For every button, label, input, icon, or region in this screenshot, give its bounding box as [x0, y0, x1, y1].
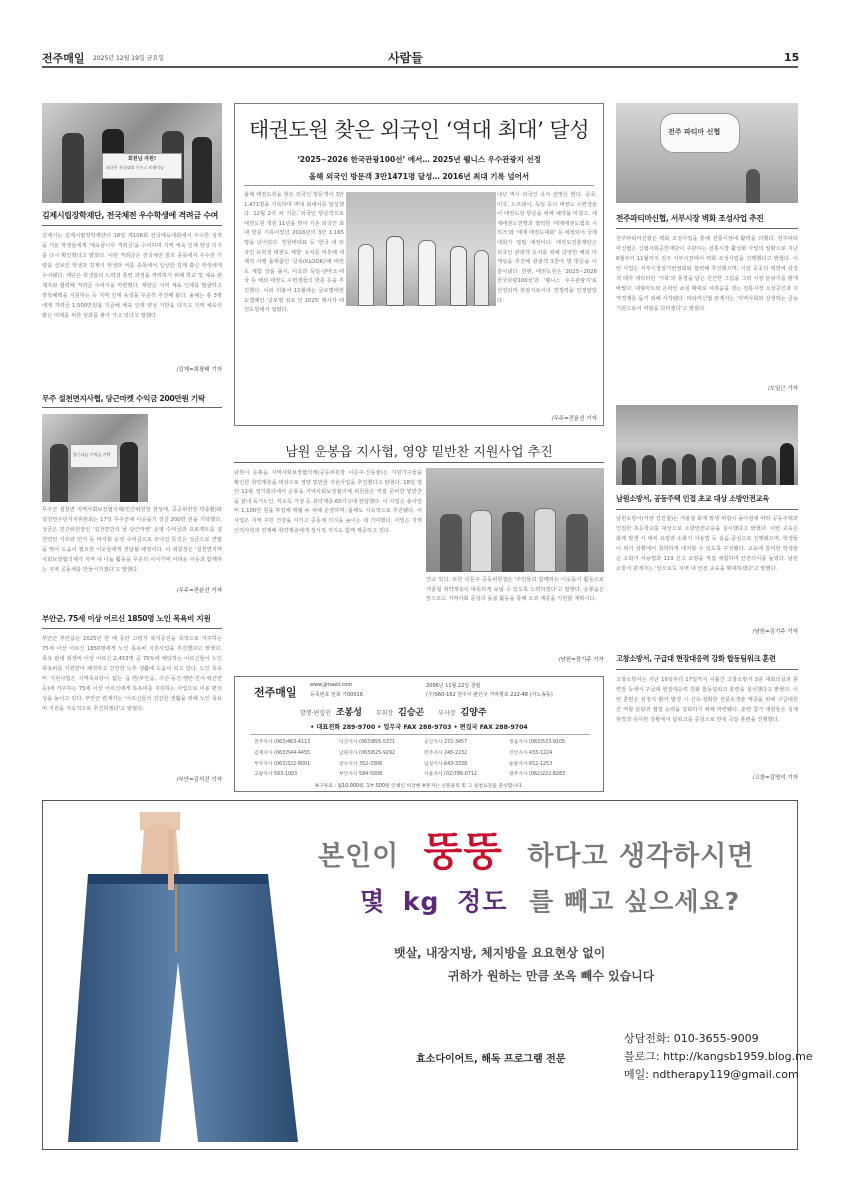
featured-photo-taekwondo — [346, 192, 496, 306]
bureau-entry: 전주지사 (063)463-4113 — [254, 740, 311, 745]
ad-line-1 — [318, 820, 754, 877]
headline-rule — [42, 628, 222, 629]
ad-phone: 상담전화: 010-3655-9009 — [624, 1032, 759, 1045]
byline-buan: /부안=김석진 기자 — [176, 777, 222, 783]
masthead-staff — [300, 705, 487, 718]
masthead-address: (우)560-162 전주시 완산구 거마평로 222-48 (서노송동) — [426, 692, 553, 698]
bureau-entry: 광주지사 (062)222-8283 — [509, 772, 566, 778]
article-body-kimje: 김제시는 김제시립장학재단이 18일 제106회 전국체육대회에서 우수한 성적을 거둔 학생들에게 '체육꿈나무 격려금'을 수여하며 지역 체육 인재 양성 의지를 다시 확인했다고 밝혔다. 이번 격려금은 전국체전 골프 종목에서 우수한 기량을 선보인 학생과 김제의 학생과 씨름 종목에서 입상한 김제 출신 학생에게 수여됐다. 재단은 학생들의 노력과 훈련 과정을 격려하기 위해 학교 및 체육 관계자와 협력해 격려금 수여식을 마련했다. 재단은 지역 체육 인재를 발굴하고 장학혜택을 지원하는 등 지역 인재 육성을 꾸준히 추진해 왔다. 올해는 총 3명에게 격려금 1,500만원을 지급해 체육 인재 양성 기반을 다지고 지역 체육의 밝은 미래를 위한 성과를 쌓아 가고 있다고 말했다. — [42, 233, 222, 319]
ad-line-2-a: 몇 — [360, 887, 386, 916]
article-photo-kimje — [42, 103, 222, 203]
headline-kimje: 김제시립장학재단, 전국체전 우수학생에 격려금 수여 — [42, 211, 219, 220]
headline-muju: 무주 설천면지사협, 당근마켓 수익금 200만원 기탁 — [42, 394, 205, 403]
headline-fatima: 전주파티마신협, 서부시장 벽화 조성사업 추진 — [616, 214, 764, 223]
mid-body-right: 연교 있다. 또한 이문주 공동위원장은 '주민들과 함께하는 이웃돕기 활동으로 겨울철 취약계층이 따뜻하게 보낼 수 있도록 노력하겠다'고 말했다. 운봉읍은 앞으로도 지역사회 중심의 돌봄 활동을 통해 소외 계층을 지원할 계획이다. — [426, 577, 604, 603]
ad-line-3: 뱃살, 내장지방, 체지방을 요요현상 없이 — [394, 946, 606, 960]
article-photo-namwon-fire — [616, 405, 798, 485]
bureau-entry: 장수지사 352-3306 — [339, 761, 383, 767]
editor-name: 김양주 — [460, 708, 487, 718]
featured-body-right: 내년 역시 외국인 유치 전망은 밝다. 중국, 미국, 노르웨이, 독일 등의 태권도 수련생들이 태권도원 방문을 위해 예약을 마쳤고, 세계태권도연맹과 협력한 '세계태권도캠프 시리즈'와 '세계 태권도대회' 등 예정되어 국제대회가 열릴 예정이다. 태권도진흥재단은 외국인 관광객 유치를 위해 다양한 해외 마케팅을 추진해 관광객 3천여 명 방문을 이끌어냈다. 한편, 태권도원은 '2025~2026 한국관광100선'과 '웰니스 우수관광지'로 선정되며 관광지로서의 경쟁력을 인정받았다. — [497, 192, 597, 304]
bureau-entry: 고창지사 563-1003 — [254, 772, 298, 778]
bureau-entry: 김제지사 (063)544-4455 — [254, 750, 311, 756]
featured-subhead-2: 올해 외국인 방문객 3만1471명 달성… 2016년 최대 기록 넘어서 — [308, 172, 530, 181]
publisher-label: 발행·편집인 — [300, 710, 331, 717]
bureau-entry: 순창지사 652-1253 — [509, 761, 553, 767]
featured-headline: 태권도원 찾은 외국인 ‘역대 최대’ 달성 — [248, 118, 590, 142]
headline-namwon-fire: 남원소방서, 공동주택 인접 초교 대상 소방안전교육 — [616, 494, 769, 503]
featured-subhead-1: ‘2025∼2026 한국관광100선’ 에서… 2025년 웰니스 우수관광지 선정 — [297, 155, 541, 164]
section-title: 사람들 — [388, 51, 423, 65]
bureau-entry: 진안지사 433-1224 — [509, 750, 553, 756]
photo-sign-text: 전주 파티마 신협 — [668, 128, 721, 136]
masthead-rule — [250, 734, 590, 735]
masthead-reg: 등록번호 전북 가00016 — [310, 692, 363, 698]
masthead-phones: • 대표전화 289-9700 • 업무국 FAX 288-9703 • 편집국 FAX 288-9704 — [310, 724, 528, 731]
headline-rule — [42, 225, 222, 226]
mid-photo-namwon — [426, 468, 604, 572]
ad-line-1-a: 본인이 — [318, 841, 400, 872]
ad-email[interactable]: 메일: ndtherapy119@gmail.com — [624, 1068, 799, 1081]
byline-kimje: /김제=최광태 기자 — [176, 367, 222, 373]
article-photo-muju — [42, 414, 148, 502]
headline-rule — [616, 228, 798, 229]
article-body-buan: 부안군 부안읍은 2025년 한 해 동안 고령자 복지증진을 목적으로 거주하는 75세 이상 어르신 1850명에게 노인 목욕비 지원사업을 추진했다고 밝혔다. 목욕 관내 위생비 이상 어르신 2,453명 중 75%에 해당하는 어르신들이 노인 목욕비를 지원받아 쾌적하고 건강한 노후 생활에 도움이 되고 있다. 노인 목욕비 지원사업은 지역목욕탕이 없는 읍·면(부안읍, 주산·동진·행안·진서·백산면 등)에 거주하는 75세 이상 어르신에게 목욕비를 지원하는 사업으로 이용 편의성을 높이고 있다. 부안군 관계자는 '어르신들의 건강한 생활을 위해 노인 목욕비 지원을 지속적으로 추진하겠다'고 밝혔다. — [42, 636, 222, 712]
bureau-entry: 익산지사 (063)855-5371 — [339, 740, 396, 745]
publisher-name: 조봉성 — [335, 708, 362, 718]
ad-line-2 — [360, 882, 740, 918]
headline-rule — [616, 669, 798, 670]
headline-gochang: 고창소방서, 구급대 현장대응력 강화 합동팀워크 훈련 — [616, 654, 776, 663]
ad-line-4: 귀하가 원하는 만큼 쏘옥 빼수 있습니다 — [448, 969, 655, 983]
bureau-entry: 임실지사 643-3338 — [424, 761, 468, 767]
headline-rule — [42, 407, 222, 408]
ad-emphasis-fat: 뚱뚱 — [423, 829, 503, 875]
byline-fatima: /오일근 기자 — [767, 386, 798, 392]
header-rule — [42, 66, 798, 68]
ad-line-1-c: 하다고 생각하시면 — [527, 841, 755, 872]
article-photo-fatima — [616, 103, 798, 203]
bureau-entry: 남원지사 (063)625-9292 — [339, 750, 396, 756]
article-body-namwon-fire: 남원소방서(서장 김진철)는 겨울철 화재 발생 위험이 높아짐에 따라 공동주택과 인접한 초등학교를 대상으로 소방안전교육을 실시했다고 밝혔다. 이번 교육은 화재 발생 시 대피 요령과 소화기 사용법 등 실습 중심으로 진행됐으며, 학생들이 위기 상황에서 침착하게 대처할 수 있도록 구성됐다. 교육에 참여한 학생들은 소화기 사용법과 119 신고 요령을 직접 체험하며 안전의식을 높였다. 남원소방서 관계자는 '앞으로도 지역 내 안전 교육을 확대하겠다'고 말했다. — [616, 516, 798, 572]
mid-body-left: 남원시 운봉읍 지역사회보장협의체(공동위원장 이문주·신동율)는 지원가구들을 확인한 취약계층을 대상으로 영양 밑반찬 지원사업을 추진했다고 밝혔다. 18일 열린 12월 정기회의에서 운봉읍 지역사회보장협의체 위원들은 직접 준비한 밑반찬을 관내 독거노인, 저소득 가정 등 취약계층 60가구에 전달했다. 이 사업은 총사업비 1,100만 원을 투입해 매월 두 차례 운영하며, 올해도 지속적으로 추진됐다. 이 사업은 지역 주민 건강을 지키고 공동체 의식을 높이는 데 기여했다. 사업은 지역 인적자원과 연계해 취약계층에게 정서적 지지도 함께 제공하고 있다. — [234, 470, 422, 534]
byline-muju: /무주=전윤선 기자 — [176, 588, 222, 594]
newspaper-name: 전주매일 — [42, 52, 85, 65]
mid-byline: /남원=장기주 기자 — [558, 657, 604, 663]
masthead-name: 전주매일 — [254, 686, 297, 699]
subhead-rule — [244, 185, 594, 186]
bureau-entry: 서울지사 (02)786-0712 — [424, 772, 478, 778]
featured-byline: /무주=전윤선 기자 — [551, 416, 597, 422]
article-body-gochang: 고창소방서는 지난 16일부터 17일까지 이틀간 고창소방서 3층 대회의실과 훈련장 등에서 구급대 현장대응력 강화 합동팀워크 훈련을 실시했다고 밝혔다. 이번 훈련은 심정지 환자 발생 시 신속·정확한 전문소생술 제공을 위해 구급대원 간 역할 분담과 협업 능력을 강화하기 위해 마련됐다. 훈련 참가 대원들은 실제 현장과 유사한 상황에서 팀워크를 중심으로 반복 숙달 훈련을 진행했다. — [616, 677, 798, 723]
article-body-muju: 무주군 설천면 지역사회보장협의체(민간위원장 천성태, 공공위원장 박종환)와 설천면주민자치위원회는 17일 무주군에 이웃돕기 성금 200만 원을 기탁했다. 성금은 민간위원장인 '설천면민의 날 당근마켓' 운영 수익금과 프로젝트를 설천면민 기부와 먼지 등 바자회 운영 수익금으로 모아진 뜻깊은 성금으로 연말을 맞아 도움이 필요한 이웃들에게 전달될 예정이다. 이 위원장은 '설천면지역사회보장협의체가 지역 내 나눔 활동을 꾸준히 이어가며 어려운 이웃과 함께하는 지역 공동체를 만들어가겠다'고 말했다. — [42, 507, 222, 573]
ad-blog[interactable]: 블로그: http://kangsb1959.blog.me — [624, 1050, 813, 1063]
bureau-entry: 부안지사 584-5008 — [339, 772, 383, 778]
issue-date: 2025년 12월 19일 금요일 — [93, 55, 165, 62]
ad-brand: 효소다이어트, 해독 프로그램 전문 — [416, 1054, 566, 1065]
masthead-founded: 2006년 11월 22일 창립 — [426, 683, 481, 689]
jeans-illustration — [48, 812, 310, 1147]
photo-caption-text: 외국인 전국대회 수우스 트레이닝 — [106, 165, 164, 170]
photo-caption-text: 당근나눔 수익금 기탁 — [73, 452, 111, 457]
ad-line-2-c: 정도 — [457, 887, 508, 916]
vice-name: 김승곤 — [398, 708, 425, 718]
bureau-entry: 완주지사 245-2232 — [424, 750, 468, 756]
vice-label: 부회장 — [375, 710, 394, 717]
headline-rule — [616, 509, 798, 510]
ad-line-2-d: 를 빼고 싶으세요? — [529, 887, 741, 916]
masthead-footer: ※구독료 : 월10,000원, 1부 500원 인쇄인 이상현 ※본지는 신문윤리 및 그 실천요강을 준수합니다. — [314, 784, 524, 789]
bureau-entry: 무주지사 (063)322-8001 — [254, 761, 311, 767]
headline-rule — [234, 462, 604, 463]
masthead-url[interactable]: www.jjmaeil.com — [310, 682, 353, 688]
photo-banner-text: 회원님 자원! — [128, 156, 157, 162]
ad-line-2-b: kg — [402, 887, 440, 916]
page-number: 15 — [784, 51, 800, 64]
featured-body-left: 올해 태권도원을 찾은 외국인 방문객이 3만 1,471명을 기록하며 역대 최대치를 달성했다. 12월 2주 차 기준, 외국인 방문객으로 태권도원 개원 11년을 맞아 기존 외국인 최대 방문 기록이었던 2016년의 3만 1,165명을 넘어섰다. 정원태대표 등 '한국 내 외국인 유학생 태권도 체험' 유치를 비롯해 세계적 사행 플랫폼인 '클룩(KLOOK)'에 태권도 체험 상품 출시, 미국과 독일·덴마크·태국 등 해외 태권도 수련생들의 방문 등을 추진했다. 이외 더불어 11월에는 글로벌태권도캠페인 '글로벌 심포 인 2025' 행사가 태권도원에서 열렸다. — [244, 192, 344, 314]
article-body-fatima: 전주파티마신협은 벽화 조성사업을 통해 전통시장에 활력을 더했다. 전주파티마신협은 신협사회공헌재단이 주관하는 전통시장 활성화 사업의 일환으로 지난 6월부터 11월까지 전주 서부시장에서 벽화 조성사업을 진행했다고 밝혔다. 이번 사업은 서부시장상가번영회와 협력해 추진했으며, 시장 곳곳의 벽면에 상징적 테마 캐릭터인 '거북'과 풍경을 담은 친근한 그림을 그려 시장 분위기를 밝게 바꿨다. 대형마트와 온라인 쇼핑 확대로 어려움을 겪는 전통시장 소상공인과 지역경제를 돕기 위해 시작됐다. 파티마신협 관계자는 '지역사회와 상생하는 금융기관으로서 역할을 다하겠다'고 밝혔다. — [616, 236, 798, 312]
editor-label: 부사장 — [438, 710, 456, 717]
headline-buan: 부안군, 75세 이상 어르신 1850명 노인 목욕비 지원 — [42, 614, 211, 623]
bureau-entry: 정읍지사 (063)533-9105 — [509, 740, 566, 745]
bureau-list — [254, 738, 594, 780]
bureau-entry: 군산지사 272-3457 — [424, 740, 468, 745]
byline-namwon-fire: /남원=김기주 기자 — [752, 629, 798, 635]
byline-gochang: /고창=김명석 기자 — [752, 775, 798, 781]
mid-headline: 남원 운봉읍 지사협, 영양 밑반찬 지원사업 추진 — [285, 445, 553, 460]
